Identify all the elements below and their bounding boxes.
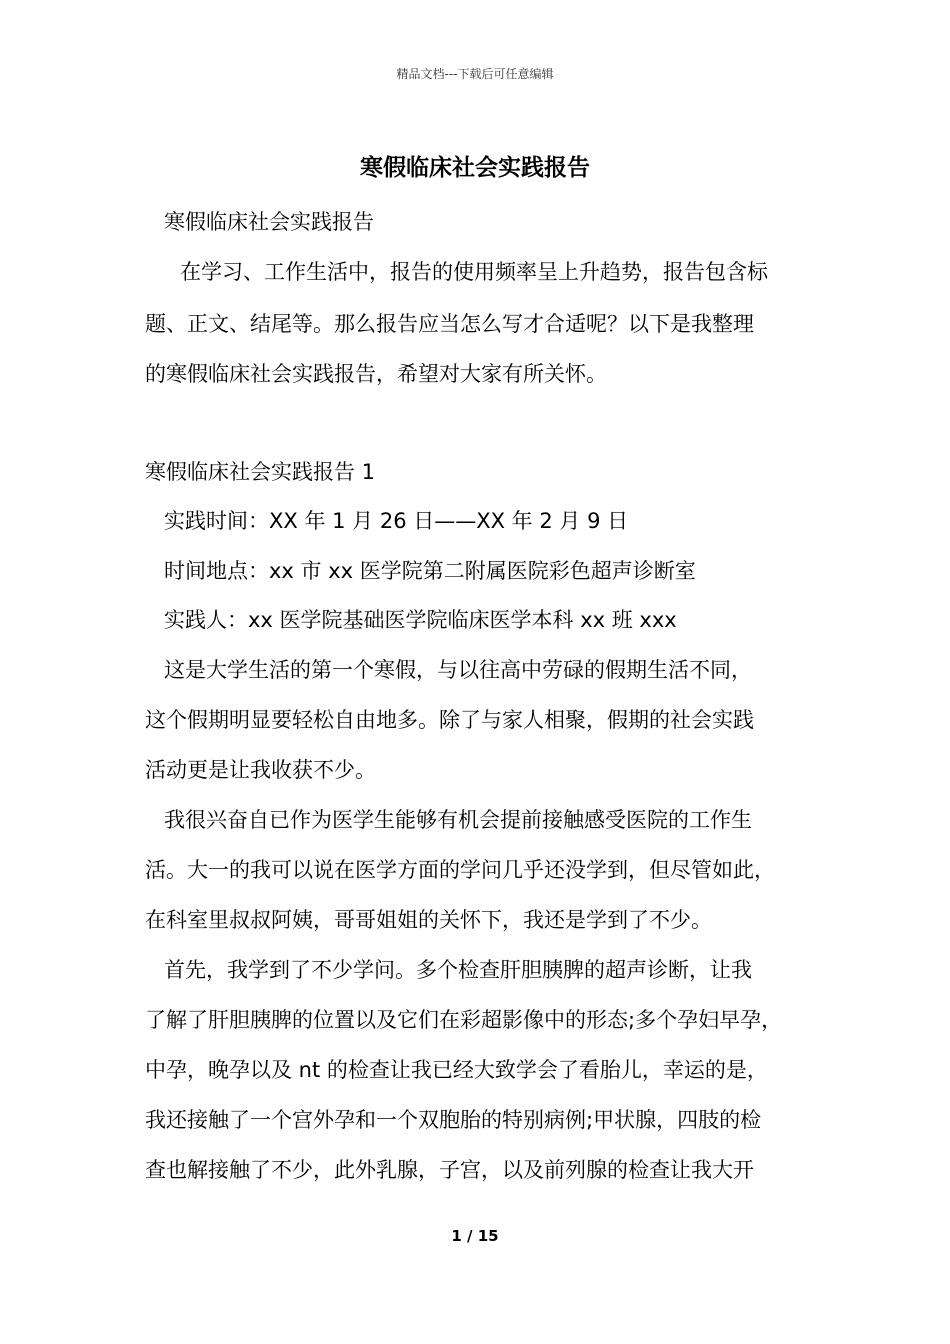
subtitle-line: 寒假临床社会实践报告 — [164, 210, 374, 234]
practice-location: 时间地点：xx 市 xx 医学院第二附属医院彩色超声诊断室 — [164, 559, 696, 583]
practice-time: 实践时间：XX 年 1 月 26 日——XX 年 2 月 9 日 — [164, 509, 629, 533]
body-line: 我很兴奋自已作为医学生能够有机会提前接触感受医院的工作生 — [164, 808, 752, 832]
body-line: 在学习、工作生活中，报告的使用频率呈上升趋势，报告包含标 — [180, 260, 768, 284]
body-line: 这个假期明显要轻松自由地多。除了与家人相聚，假期的社会实践 — [145, 708, 754, 732]
page-number: 1 / 15 — [451, 1227, 499, 1245]
body-line: 活。大一的我可以说在医学方面的学问几乎还没学到，但尽管如此， — [145, 858, 775, 882]
document-title: 寒假临床社会实践报告 — [360, 155, 590, 181]
section-heading: 寒假临床社会实践报告 1 — [145, 460, 376, 484]
body-line: 我还接触了一个宫外孕和一个双胞胎的特别病例;甲状腺，四肢的检 — [145, 1108, 762, 1132]
body-line: 首先，我学到了不少学问。多个检查肝胆胰脾的超声诊断，让我 — [164, 958, 752, 982]
body-line: 的寒假临床社会实践报告，希望对大家有所关怀。 — [145, 362, 607, 386]
practice-person: 实践人：xx 医学院基础医学院临床医学本科 xx 班 xxx — [164, 608, 677, 632]
page-header: 精品文档---下载后可任意编辑 — [396, 67, 554, 81]
body-line: 这是大学生活的第一个寒假，与以往高中劳碌的假期生活不同， — [164, 658, 752, 682]
body-line: 在科室里叔叔阿姨，哥哥姐姐的关怀下，我还是学到了不少。 — [145, 908, 712, 932]
body-line: 了解了肝胆胰脾的位置以及它们在彩超影像中的形态;多个孕妇早孕， — [145, 1008, 783, 1032]
body-line: 题、正文、结尾等。那么报告应当怎么写才合适呢？以下是我整理 — [145, 312, 754, 336]
body-line: 活动更是让我收获不少。 — [145, 758, 376, 782]
body-line: 中孕，晚孕以及 nt 的检查让我已经大致学会了看胎儿，幸运的是， — [145, 1058, 768, 1082]
body-line: 查也解接触了不少，此外乳腺，子宫，以及前列腺的检查让我大开 — [145, 1158, 754, 1182]
